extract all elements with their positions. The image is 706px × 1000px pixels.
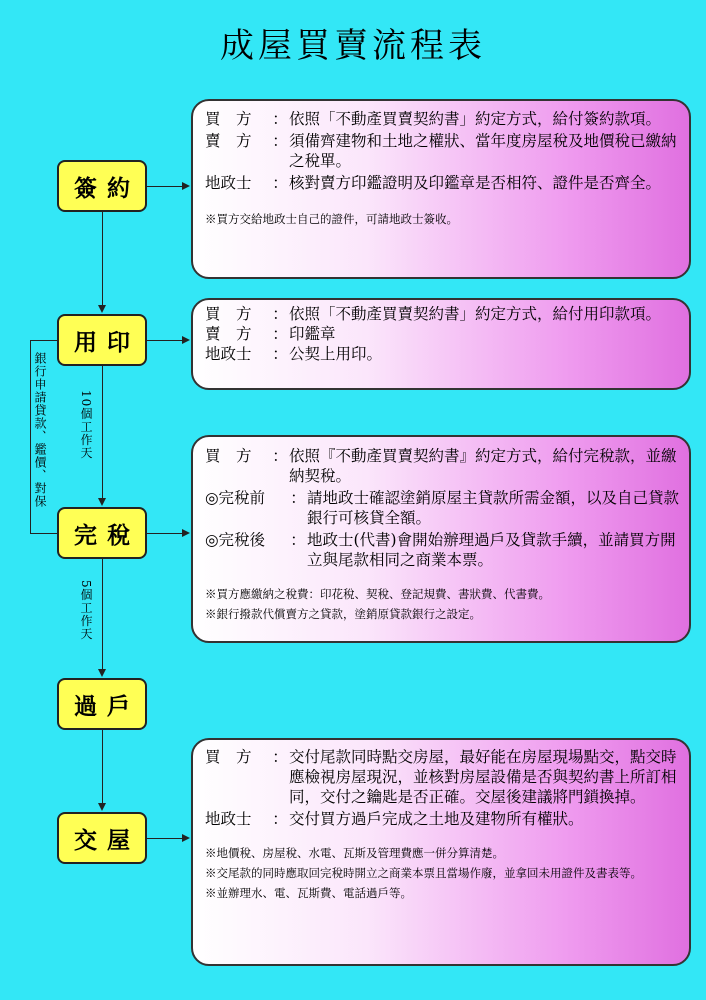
tax-note-2: ※銀行撥款代償賣方之貸款，塗銷原貸款銀行之設定。	[205, 607, 481, 621]
days-10-note: 10個工作天	[79, 390, 93, 460]
seller-text: 須備齊建物和土地之權狀、當年度房屋稅及地價稅已繳納之稅單。	[289, 132, 677, 170]
step-seal: 用印	[57, 314, 147, 366]
connector-sign-box	[147, 186, 183, 187]
buyer-label: 買 方	[205, 110, 252, 128]
buyer-label: 買 方	[205, 447, 252, 465]
bank-bracket-top	[30, 340, 57, 341]
before-tax-text: 請地政士確認塗銷原屋主貸款所需金額，以及自己貸款銀行可核貸全額。	[307, 489, 680, 527]
connector-seal-tax	[102, 366, 103, 499]
detail-box-seal: 買 方 ： 依照「不動產買賣契約書」約定方式，給付用印款項。 賣 方 ： 印鑑章 地政士 ： 公契上用印。	[191, 298, 691, 390]
handover-note-2: ※交尾款的同時應取回完稅時開立之商業本票且當場作廢，並拿回未用證件及書表等。	[205, 866, 642, 880]
scrivener-label: 地政士	[205, 810, 252, 828]
handover-note-1: ※地價稅、房屋稅、水電、瓦斯及管理費應一併分算清楚。	[205, 846, 504, 860]
connector-seal-box	[147, 340, 183, 341]
connector-tax-transfer	[102, 559, 103, 670]
buyer-text: 依照「不動產買賣契約書」約定方式，給付用印款項。	[289, 305, 662, 323]
arrow-down-icon	[98, 669, 106, 677]
step-tax: 完稅	[57, 507, 147, 559]
page-title: 成屋買賣流程表	[220, 26, 486, 66]
detail-box-handover: 買 方 ： 交付尾款同時點交房屋，最好能在房屋現場點交，點交時應檢視房屋現況，並核對房屋設備是否與契約書上所訂相同，交付之鑰匙是否正確。交屋後建議將門鎖換掉。 地政士 ： 交付買方過戶完成之土地及建物所有權狀。 ※地價稅、房屋稅、水電、瓦斯及管理費應一併分算清楚。 ※交尾款的同時應取回完稅時開立之商業本票且當場作廢，並拿回未用證件及書表等。 ※並辦理水、電、瓦斯費、電話過戶等。	[191, 738, 691, 966]
buyer-text: 交付尾款同時點交房屋，最好能在房屋現場點交，點交時應檢視房屋現況，並核對房屋設備是否與契約書上所訂相同，交付之鑰匙是否正確。交屋後建議將門鎖換掉。	[289, 748, 677, 806]
seller-text: 印鑑章	[289, 325, 336, 343]
tax-note-1: ※買方應繳納之稅費：印花稅、契稅、登記規費、書狀費、代書費。	[205, 587, 550, 601]
scrivener-text: 交付買方過戶完成之土地及建物所有權狀。	[289, 810, 584, 828]
scrivener-label: 地政士	[205, 174, 252, 192]
handover-note-3: ※並辦理水、電、瓦斯費、電話過戶等。	[205, 886, 412, 900]
scrivener-text: 公契上用印。	[289, 345, 383, 363]
before-tax-label: ◎完稅前	[205, 489, 266, 507]
arrow-down-icon	[98, 498, 106, 506]
arrow-right-icon	[182, 182, 190, 190]
arrow-down-icon	[98, 305, 106, 313]
arrow-right-icon	[182, 834, 190, 842]
arrow-right-icon	[182, 336, 190, 344]
connector-handover-box	[147, 838, 183, 839]
step-sign: 簽約	[57, 160, 147, 212]
after-tax-text: 地政士(代書)會開始辦理過戶及貸款手續，並請買方開立與尾款相同之商業本票。	[307, 531, 676, 569]
connector-tax-box	[147, 533, 183, 534]
seller-label: 賣 方	[205, 325, 252, 343]
bank-bracket-side	[30, 340, 31, 533]
buyer-text: 依照『不動產買賣契約書』約定方式，給付完稅款，並繳納契稅。	[289, 447, 677, 485]
bank-bracket-bottom	[30, 533, 57, 534]
sign-note: ※買方交給地政士自己的證件，可請地政士簽收。	[205, 212, 458, 226]
connector-transfer-handover	[102, 730, 103, 804]
scrivener-text: 核對賣方印鑑證明及印鑑章是否相符、證件是否齊全。	[289, 174, 662, 192]
after-tax-label: ◎完稅後	[205, 531, 266, 549]
buyer-label: 買 方	[205, 305, 252, 323]
arrow-down-icon	[98, 803, 106, 811]
step-transfer: 過戶	[57, 678, 147, 730]
detail-box-tax: 買 方 ： 依照『不動產買賣契約書』約定方式，給付完稅款，並繳納契稅。 ◎完稅前 ： 請地政士確認塗銷原屋主貸款所需金額，以及自己貸款銀行可核貸全額。 ◎完稅後 ： 地政士(代書)會開始辦理過戶及貸款手續，並請買方開立與尾款相同之商業本票。 ※買方應繳納之稅費：印花稅、契稅、登記規費、書狀費、代書費。 ※銀行撥款代償賣方之貸款，塗銷原貸款銀行之設定。	[191, 435, 691, 643]
buyer-label: 買 方	[205, 748, 252, 766]
bank-loan-note: 銀行申請貸款、鑑價、對保	[33, 352, 47, 508]
connector-sign-seal	[102, 212, 103, 306]
detail-box-sign: 買 方 ： 依照「不動產買賣契約書」約定方式，給付簽約款項。 賣 方 ： 須備齊建物和土地之權狀、當年度房屋稅及地價稅已繳納之稅單。 地政士 ： 核對賣方印鑑證明及印鑑章是否相符、證件是否齊全。 ※買方交給地政士自己的證件，可請地政士簽收。	[191, 99, 691, 279]
scrivener-label: 地政士	[205, 345, 252, 363]
step-handover: 交屋	[57, 812, 147, 864]
days-5-note: 5個工作天	[79, 580, 93, 641]
seller-label: 賣 方	[205, 132, 252, 150]
buyer-text: 依照「不動產買賣契約書」約定方式，給付簽約款項。	[289, 110, 662, 128]
arrow-right-icon	[182, 529, 190, 537]
